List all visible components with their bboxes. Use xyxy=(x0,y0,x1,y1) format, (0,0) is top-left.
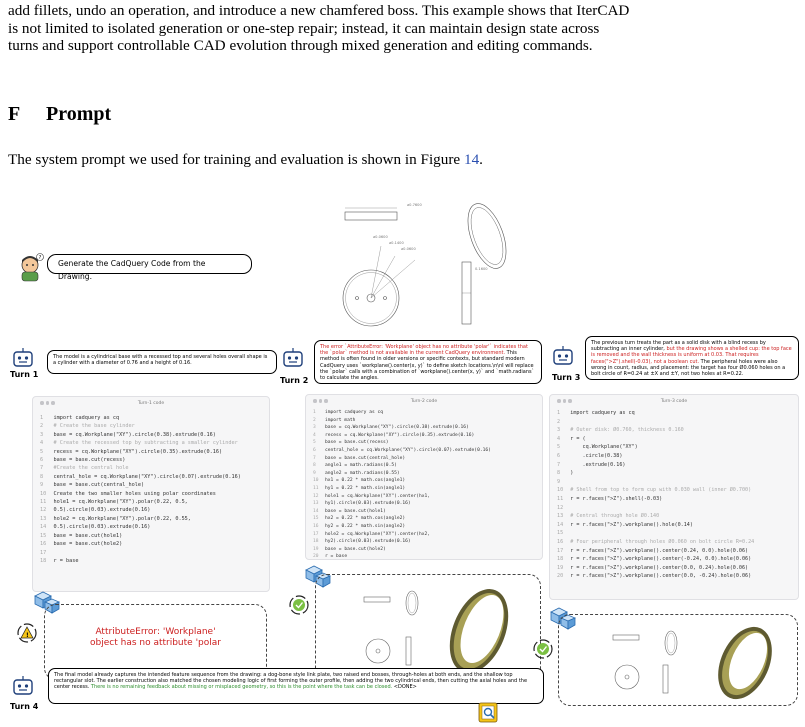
line-number: 14 xyxy=(557,521,564,528)
inspect-magnifier-icon xyxy=(477,700,501,724)
line-number: 14 xyxy=(313,508,319,514)
code-line xyxy=(313,462,491,470)
line-number: 6 xyxy=(40,457,44,464)
success-check-icon xyxy=(288,594,310,616)
code-text: r = r.faces(">Z").workplane().center(0.0, -0.24).hole(0.06) xyxy=(570,573,752,580)
line-number: 3 xyxy=(557,427,561,434)
code-text: hy2 = 0.22 * math.sin(angle2) xyxy=(324,523,406,529)
intro-line-3: turns and support controllable CAD evolution through mixed generation and editing commands. xyxy=(8,37,593,54)
code-line xyxy=(40,439,241,447)
code-line xyxy=(557,555,754,564)
line-number: 7 xyxy=(557,461,561,468)
line-number: 5 xyxy=(40,448,44,455)
code-line xyxy=(313,477,491,485)
code-line xyxy=(313,523,491,531)
code-window-title: Turn-2 code xyxy=(410,399,438,404)
code-line xyxy=(40,498,241,506)
code-line xyxy=(557,478,754,487)
line-number: 3 xyxy=(40,431,44,438)
code-line xyxy=(40,506,241,514)
turn-1-label: Turn 1 xyxy=(10,370,39,379)
svg-text:?: ? xyxy=(38,255,42,261)
code-text: hole2 = cq.Workplane("XY").polar(0.22, 0.55, xyxy=(53,515,191,522)
code-line xyxy=(313,432,491,440)
code-line xyxy=(313,493,491,501)
line-number: 16 xyxy=(40,541,47,548)
code-text: angle1 = math.radians(0.5) xyxy=(324,463,397,469)
code-text: hole1 = cq.Workplane("XY").polar(0.22, 0.5, xyxy=(53,499,188,506)
code-text: r = r.faces(">Z").workplane().center(0.0, 0.24).hole(0.06) xyxy=(570,564,749,571)
line-number: 10 xyxy=(40,490,47,497)
code-text: base = base.cut(recess) xyxy=(53,457,126,464)
code-line xyxy=(557,469,754,478)
code-text: base = base.cut(hole1) xyxy=(53,532,123,539)
code-line xyxy=(313,553,491,561)
line-number: 2 xyxy=(557,418,561,425)
code-listing xyxy=(313,409,491,561)
code-text: base = base.cut(central_hole) xyxy=(324,455,406,461)
intro-paragraph xyxy=(8,2,798,55)
code-line xyxy=(313,470,491,478)
code-line xyxy=(557,547,754,556)
line-number: 8 xyxy=(313,463,316,469)
code-line xyxy=(313,508,491,516)
robot-icon xyxy=(282,348,304,368)
line-number: 4 xyxy=(557,435,561,442)
dim-label: ⌀0.0600 xyxy=(401,247,416,251)
user-prompt-bubble: Generate the CadQuery Code from the Drawing. xyxy=(47,254,252,274)
code-window-turn-2 xyxy=(305,394,543,560)
result-panel-turn-3 xyxy=(558,614,798,706)
code-text: cq.Workplane("XY") xyxy=(570,444,638,451)
rendered-model xyxy=(567,619,791,703)
line-number: 3 xyxy=(313,425,316,431)
code-text: hx1 = 0.22 * math.cos(angle1) xyxy=(324,478,406,484)
line-number: 15 xyxy=(40,532,47,539)
user-avatar-icon xyxy=(16,252,46,282)
code-line xyxy=(40,414,241,422)
code-line xyxy=(313,500,491,508)
line-number: 17 xyxy=(557,547,564,554)
line-number: 18 xyxy=(557,556,564,563)
line-number: 17 xyxy=(40,549,47,556)
code-line xyxy=(557,529,754,538)
code-line xyxy=(557,512,754,521)
code-line xyxy=(313,409,491,417)
line-number: 16 xyxy=(313,523,319,529)
line-number: 14 xyxy=(40,524,47,531)
code-line xyxy=(313,538,491,546)
code-line xyxy=(557,486,754,495)
code-text: angle2 = math.radians(0.55) xyxy=(324,470,400,476)
code-text: hole1 = cq.Workplane("XY").center(hx1, xyxy=(324,493,431,499)
code-line xyxy=(40,431,241,439)
code-line xyxy=(313,531,491,539)
code-text: # Create the recessed top by subtracting a smaller cylinder xyxy=(53,440,238,447)
turn-4-bubble: The final model already captures the intended feature sequence from the drawing: a dog-bone style link plate, two raised end bosses, through-holes at both ends, and the shallow top rectangular slot. The earlier construction also matched the chosen modeling logic of first forming the outer profile, then adding the two cylindrical ends, then cutting the axial holes and the center recess. There is no remaining feedback about missing or misplaced geometry, so this is the point where the task can be closed. <DONE> xyxy=(48,668,544,704)
code-window-turn-1 xyxy=(32,396,270,592)
line-number: 4 xyxy=(313,432,316,438)
turn-2-label: Turn 2 xyxy=(280,376,309,385)
code-text: hole2 = cq.Workplane("XY").center(hx2, xyxy=(324,531,431,537)
turn-3-bubble: The previous turn treats the part as a solid disk with a blind recess by subtracting an inner cylinder, but the drawing shows a shelled cup: the top face is removed and the wall thickness is uniform at 0.03. That requires faces(">Z").shell(-0.03), not a boolean cut. The peripheral holes were also wrong in count, radius, and placement: the target has four Ø0.060 holes on a bolt circle of R=0.24 at ±X and ±Y, not two holes at R=0.22. xyxy=(585,336,799,380)
code-text: r = r.faces(">Z").shell(-0.03) xyxy=(570,495,663,502)
code-text: base = base.cut(hole2) xyxy=(324,546,386,552)
code-text: base = base.cut(hole2) xyxy=(53,541,123,548)
line-number: 9 xyxy=(313,470,316,476)
code-text: recess = cq.Workplane("XY").circle(0.35).extrude(0.16) xyxy=(324,432,475,438)
turn-4-label: Turn 4 xyxy=(10,702,39,711)
code-line xyxy=(557,435,754,444)
line-number: 10 xyxy=(557,487,564,494)
rendered-model xyxy=(324,581,534,677)
code-line xyxy=(40,422,241,430)
code-line xyxy=(313,439,491,447)
line-number: 17 xyxy=(313,531,319,537)
line-number: 1 xyxy=(313,410,316,415)
code-text: Create the two smaller holes using polar coordinates xyxy=(53,490,216,497)
prompt-paragraph: The system prompt we used for training and evaluation is shown in Figure 14. xyxy=(8,151,483,168)
code-line xyxy=(557,443,754,452)
line-number: 8 xyxy=(40,473,44,480)
code-text: import cadquery as cq xyxy=(570,410,635,416)
turn-1-bubble: The model is a cylindrical base with a recessed top and several holes overall shape is a cylinder with a diameter of 0.76 and a height of 0.16. xyxy=(47,350,277,374)
line-number: 18 xyxy=(40,557,47,564)
line-number: 6 xyxy=(313,447,316,453)
line-number: 11 xyxy=(40,499,47,506)
code-window-title: Turn-1 code xyxy=(137,401,165,406)
line-number: 10 xyxy=(313,478,319,484)
code-text: base = base.cut(recess) xyxy=(324,440,389,446)
code-text: r = ( xyxy=(570,435,586,442)
code-line xyxy=(40,557,241,565)
robot-icon xyxy=(12,676,34,696)
line-number: 13 xyxy=(40,515,47,522)
line-number: 4 xyxy=(40,440,44,447)
code-text: ) xyxy=(570,470,574,477)
code-line xyxy=(40,473,241,481)
code-text: r = base xyxy=(53,557,79,564)
code-line xyxy=(557,409,754,418)
code-text: #Create the central hole xyxy=(53,465,129,472)
section-title: Prompt xyxy=(46,103,112,125)
intro-line-2: is not limited to isolated generation or one-step repair; instead, it can maintain design state across xyxy=(8,19,600,37)
line-number: 19 xyxy=(313,546,319,552)
figure-reference-link[interactable]: 14 xyxy=(463,151,480,168)
code-text: # Outer disk: Ø0.760, thickness 0.160 xyxy=(570,427,684,434)
line-number: 2 xyxy=(40,423,44,430)
code-line xyxy=(557,426,754,435)
code-line xyxy=(40,490,241,498)
code-listing xyxy=(40,414,241,565)
error-message: AttributeError: 'Workplane' object has no attribute 'polar xyxy=(90,627,221,648)
line-number: 2 xyxy=(313,417,316,423)
line-number: 1 xyxy=(557,410,561,416)
line-number: 13 xyxy=(313,501,319,507)
engineering-drawing xyxy=(325,194,525,334)
code-line xyxy=(40,540,241,548)
turn-3-label: Turn 3 xyxy=(552,373,581,382)
code-line xyxy=(557,495,754,504)
code-line xyxy=(40,456,241,464)
code-listing xyxy=(557,409,754,581)
code-text: recess = cq.Workplane("XY").circle(0.35).extrude(0.16) xyxy=(53,448,223,455)
code-text: central_hole = cq.Workplane("XY").circle(0.07).extrude(0.16) xyxy=(324,447,491,453)
code-text: base = base.cut(central_hole) xyxy=(53,482,145,489)
turn-2-bubble: The error `AttributeError: 'Workplane' object has no attribute 'polar'` indicates that the `polar` method is not available in the current CadQuery environment. This method is often found in older versions or specific contexts, but standard modern CadQuery uses `workplane().center(x, y)` to define sketch locations.\n\nI will replace the `polar` calls with a combination of `workplane().center(x, y)` and `math.radians` to calculate the angles. xyxy=(314,340,542,384)
code-line xyxy=(40,532,241,540)
line-number: 11 xyxy=(557,495,564,502)
code-text: r = base xyxy=(324,554,348,560)
line-number: 12 xyxy=(557,504,564,511)
success-check-icon xyxy=(532,638,554,660)
code-text: import cadquery as cq xyxy=(324,410,384,415)
line-number: 1 xyxy=(40,415,44,421)
code-text: hx2 = 0.22 * math.cos(angle2) xyxy=(324,516,406,522)
code-text: r = r.faces(">Z").workplane().hole(0.14) xyxy=(570,521,693,528)
code-line xyxy=(40,481,241,489)
code-line xyxy=(557,538,754,547)
code-text: r = r.faces(">Z").workplane().center(0.24, 0.0).hole(0.06) xyxy=(570,547,749,554)
code-text: base = cq.Workplane("XY").circle(0.38).extrude(0.16) xyxy=(53,431,216,438)
code-line xyxy=(313,424,491,432)
section-heading xyxy=(8,103,111,126)
code-line xyxy=(557,461,754,470)
warning-icon xyxy=(16,622,38,644)
code-line xyxy=(313,417,491,425)
code-text: central_hole = cq.Workplane("XY").circle(0.07).extrude(0.16) xyxy=(53,473,241,480)
intro-line-1: add fillets, undo an operation, and introduce a new chamfered boss. This example shows that IterCAD xyxy=(8,2,630,19)
dim-label: ⌀0.7600 xyxy=(407,203,422,207)
code-line xyxy=(40,549,241,557)
code-text: r = r.faces(">Z").workplane().center(-0.24, 0.0).hole(0.06) xyxy=(570,556,752,563)
dim-label: ⌀0.1400 xyxy=(389,241,404,245)
code-text: # Four peripheral through holes Ø0.060 on bolt circle R=0.24 xyxy=(570,538,755,545)
result-panel-turn-2 xyxy=(315,574,541,680)
figure xyxy=(0,190,805,727)
line-number: 6 xyxy=(557,452,561,459)
code-text: 0.5).circle(0.03).extrude(0.16) xyxy=(53,507,151,514)
code-line xyxy=(313,515,491,523)
code-line xyxy=(313,485,491,493)
code-text: # Central through hole Ø0.140 xyxy=(570,513,660,520)
code-line xyxy=(557,521,754,530)
code-text: 0.5).circle(0.03).extrude(0.16) xyxy=(53,524,151,531)
line-number: 12 xyxy=(313,493,319,499)
section-number: F xyxy=(8,103,21,125)
code-window-turn-3 xyxy=(549,394,799,600)
code-text: # Create the base cylinder xyxy=(53,423,135,430)
code-text: hy1 = 0.22 * math.sin(angle1) xyxy=(324,485,406,491)
line-number: 20 xyxy=(313,554,319,560)
line-number: 7 xyxy=(40,465,44,472)
line-number: 7 xyxy=(313,455,316,461)
code-line xyxy=(557,452,754,461)
code-line xyxy=(557,418,754,427)
svg-text:!: ! xyxy=(26,632,29,639)
line-number: 9 xyxy=(40,482,44,489)
code-line xyxy=(40,523,241,531)
dim-label: ⌀0.0600 xyxy=(373,235,388,239)
dim-label: 0.1600 xyxy=(475,267,488,271)
code-line xyxy=(313,455,491,463)
code-line xyxy=(313,546,491,554)
line-number: 13 xyxy=(557,513,564,520)
code-text: import cadquery as cq xyxy=(53,415,120,421)
line-number: 15 xyxy=(557,530,564,537)
code-text: .extrude(0.16) xyxy=(570,461,626,468)
line-number: 20 xyxy=(557,573,564,580)
line-number: 18 xyxy=(313,539,319,545)
code-text: hy2).circle(0.03).extrude(0.16) xyxy=(324,539,411,545)
code-line xyxy=(313,447,491,455)
robot-icon xyxy=(552,346,574,366)
code-window-title: Turn-3 code xyxy=(660,399,688,404)
code-text: import math xyxy=(324,417,356,423)
line-number: 5 xyxy=(313,440,316,446)
line-number: 11 xyxy=(313,485,319,491)
line-number: 15 xyxy=(313,516,319,522)
code-text: base = base.cut(hole1) xyxy=(324,508,386,514)
code-text: hy1).circle(0.03).extrude(0.16) xyxy=(324,501,411,507)
line-number: 16 xyxy=(557,538,564,545)
line-number: 8 xyxy=(557,470,561,477)
code-line xyxy=(557,572,754,581)
line-number: 5 xyxy=(557,444,561,451)
code-line xyxy=(40,448,241,456)
line-number: 12 xyxy=(40,507,47,514)
code-text: .circle(0.38) xyxy=(570,452,623,459)
code-text: # Shell from top to form cup with 0.030 wall (inner Ø0.700) xyxy=(570,487,752,494)
code-line xyxy=(40,515,241,523)
code-line xyxy=(557,564,754,573)
code-line xyxy=(557,504,754,513)
line-number: 19 xyxy=(557,564,564,571)
code-line xyxy=(40,464,241,472)
line-number: 9 xyxy=(557,478,561,485)
code-text: base = cq.Workplane("XY").circle(0.38).extrude(0.16) xyxy=(324,425,469,431)
robot-icon xyxy=(12,348,34,368)
